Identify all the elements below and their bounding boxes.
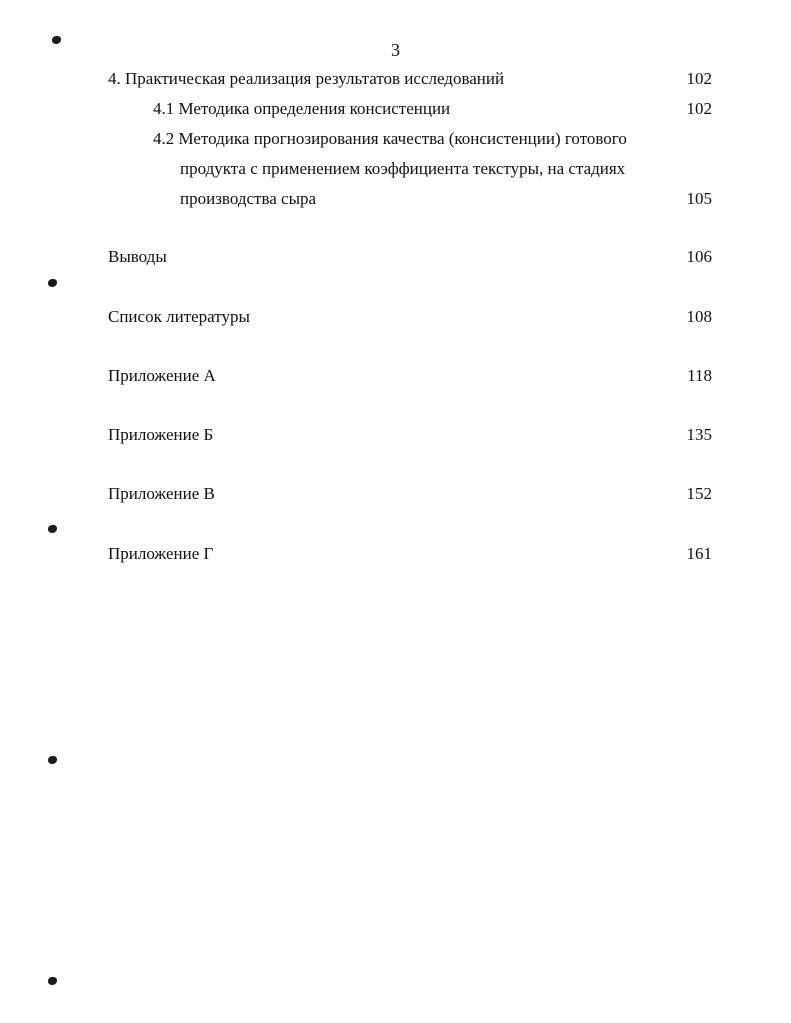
toc-entry-title-line-3: производства сыра [180, 189, 317, 208]
toc-entry-page: 118 [687, 366, 712, 385]
toc-entry-page: 102 [686, 99, 712, 118]
toc-entry-title: Приложение Г [108, 544, 214, 563]
toc-entry-page: 108 [686, 307, 712, 326]
toc-entry-page: 106 [686, 247, 712, 266]
toc-entry-page: 161 [686, 544, 712, 563]
toc-entry-page: 105 [686, 189, 712, 208]
toc-entry-title-line-1: 4.2 Методика прогнозирования качества (консистенции) готового [153, 129, 627, 148]
toc-entry-title: Приложение А [108, 366, 216, 385]
toc-entry-title-line-2: продукта с применением коэффициента текстуры, на стадиях [180, 159, 626, 178]
toc-entry-title: Выводы [108, 247, 167, 266]
toc-entry-title: Приложение В [108, 484, 215, 503]
toc-entry-title: Список литературы [108, 307, 250, 326]
toc-entry-title: 4.1 Методика определения консистенции [153, 99, 451, 118]
page-number: 3 [391, 40, 400, 60]
toc-entry-page: 152 [686, 484, 712, 503]
toc-entry-title: 4. Практическая реализация результатов исследований [108, 69, 505, 88]
toc-entry-page: 135 [686, 425, 712, 444]
toc-entry-4-2 [108, 124, 712, 214]
toc-entry-title: Приложение Б [108, 425, 214, 444]
toc-entry-page: 102 [686, 69, 712, 88]
